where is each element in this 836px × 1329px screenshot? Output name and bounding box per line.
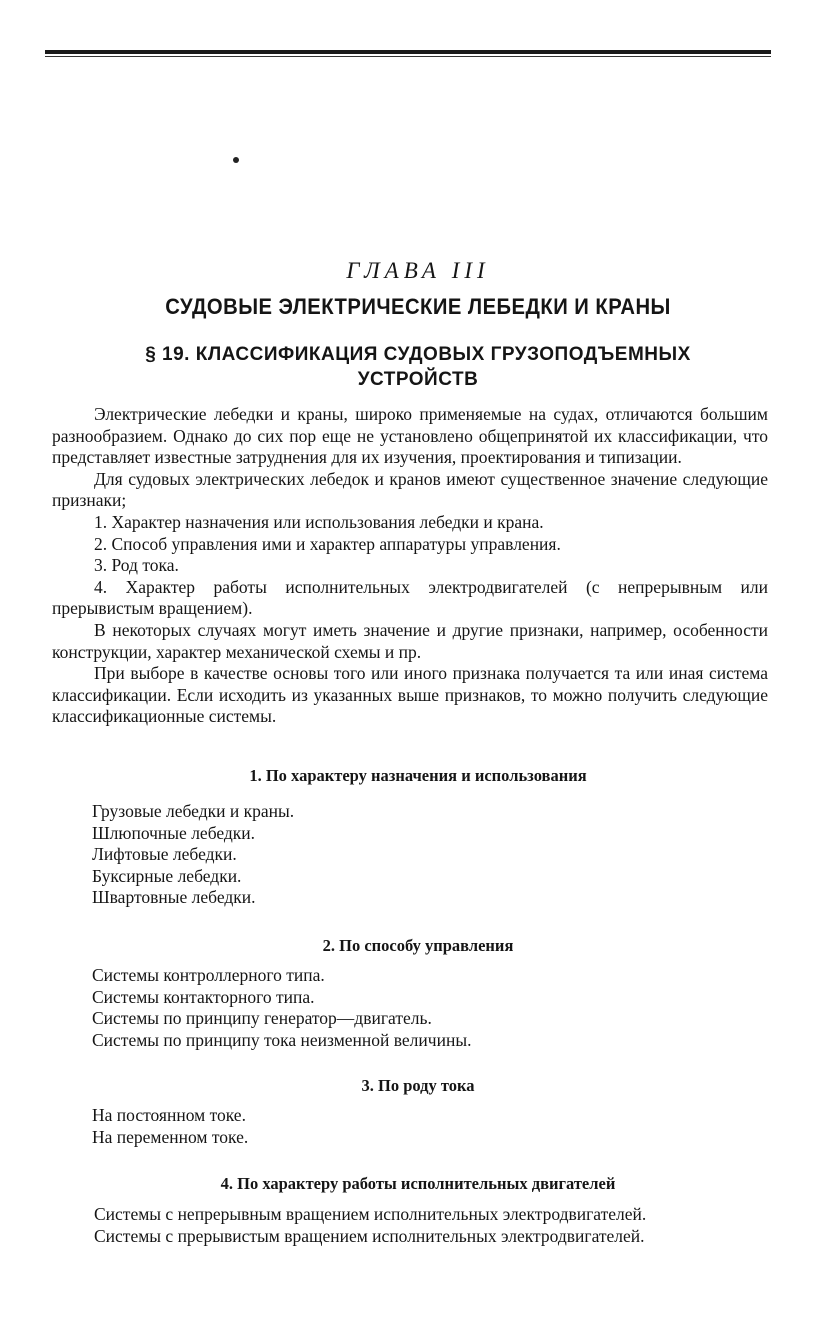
group-heading-2: 2. По способу управления bbox=[322, 936, 514, 955]
intro-paragraph-3: В некоторых случаях могут иметь значение и другие признаки, например, особенности конструкции, характер механической схемы и пр. bbox=[52, 619, 768, 662]
intro-text bbox=[52, 404, 768, 728]
intro-paragraph-1: Электрические лебедки и краны, широко применяемые на судах, отличаются большим разнообразием. Однако до сих пор еще не установлено общепринятой их классификации, что представляет известные затруднения для их изучения, проектирования и типизации. bbox=[52, 404, 768, 468]
criterion-item: 1. Характер назначения или использования лебедки и крана. bbox=[94, 511, 544, 532]
group-list-4 bbox=[52, 1204, 768, 1247]
group-heading-1: 1. По характеру назначения и использования bbox=[249, 766, 587, 785]
group-list-3 bbox=[92, 1105, 248, 1148]
group-list-1 bbox=[92, 801, 294, 909]
chapter-title: СУДОВЫЕ ЭЛЕКТРИЧЕСКИЕ ЛЕБЕДКИ И КРАНЫ bbox=[165, 294, 671, 319]
list-item: На переменном токе. bbox=[92, 1126, 249, 1147]
list-item: Швартовные лебедки. bbox=[92, 887, 256, 908]
section-title-line1: § 19. КЛАССИФИКАЦИЯ СУДОВЫХ ГРУЗОПОДЪЕМНЫХ bbox=[145, 344, 691, 365]
list-item: Системы контроллерного типа. bbox=[92, 965, 325, 985]
list-item: Системы по принципу тока неизменной величины. bbox=[92, 1029, 472, 1050]
group-heading-3: 3. По роду тока bbox=[361, 1076, 475, 1095]
print-speck bbox=[233, 157, 239, 163]
intro-paragraph-4: При выборе в качестве основы того или иного признака получается та или иная система классификации. Если исходить из указанных выше признаков, то можно получить следующие классификационные системы. bbox=[52, 663, 768, 727]
list-item: Лифтовые лебедки. bbox=[92, 844, 237, 865]
group-heading-4: 4. По характеру работы исполнительных двигателей bbox=[220, 1174, 616, 1193]
list-item: На постоянном токе. bbox=[92, 1105, 246, 1125]
list-item: Системы контакторного типа. bbox=[92, 986, 315, 1007]
top-rule bbox=[45, 50, 771, 54]
chapter-label: ГЛАВА III bbox=[346, 258, 490, 283]
list-item: Грузовые лебедки и краны. bbox=[92, 801, 295, 821]
list-item: Системы с непрерывным вращением исполнительных электродвигателей. bbox=[94, 1204, 647, 1224]
criterion-item: 2. Способ управления ими и характер аппаратуры управления. bbox=[94, 533, 561, 554]
list-item: Шлюпочные лебедки. bbox=[92, 822, 256, 843]
list-item: Системы с прерывистым вращением исполнительных электродвигателей. bbox=[94, 1225, 645, 1246]
top-rule-thin bbox=[45, 56, 771, 57]
list-item: Буксирные лебедки. bbox=[92, 865, 242, 886]
list-item: Системы по принципу генератор—двигатель. bbox=[92, 1008, 432, 1029]
section-title-line2: УСТРОЙСТВ bbox=[357, 369, 479, 390]
group-list-2 bbox=[92, 965, 471, 1051]
criterion-item: 3. Род тока. bbox=[94, 555, 179, 576]
section-title bbox=[0, 342, 836, 392]
criterion-item: 4. Характер работы исполнительных электродвигателей (с непрерывным или прерывистым вращением). bbox=[52, 576, 768, 619]
intro-paragraph-2: Для судовых электрических лебедок и кранов имеют существенное значение следующие признаки; bbox=[52, 468, 768, 511]
